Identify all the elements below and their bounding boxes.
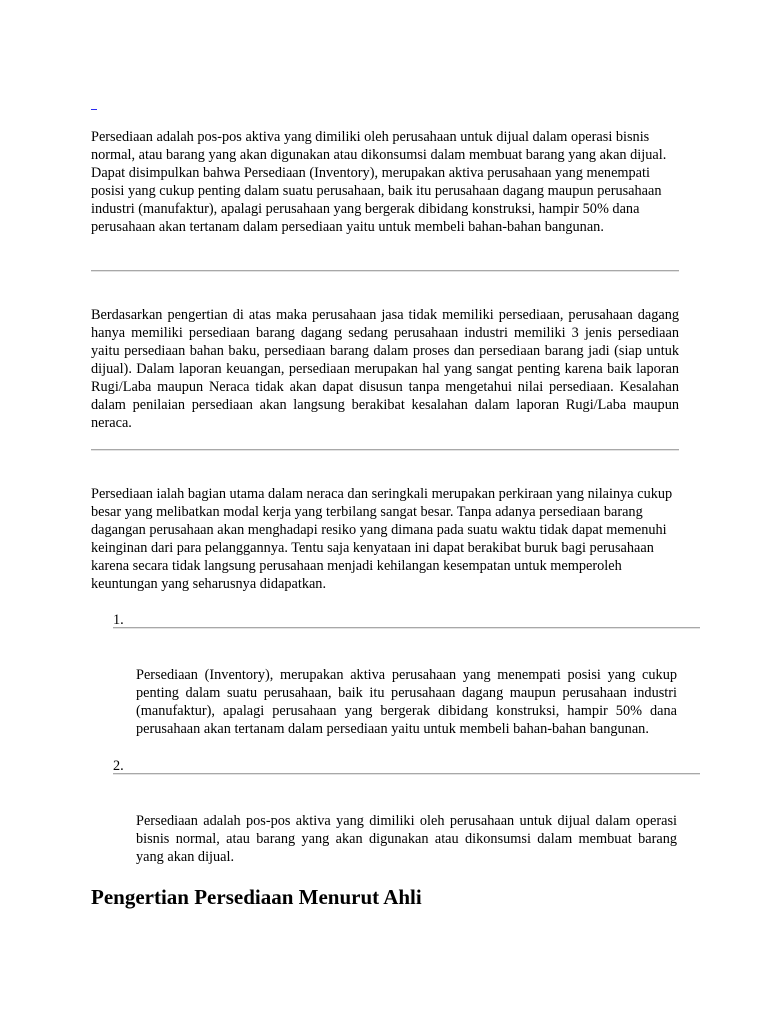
list-item-text: Persediaan (Inventory), merupakan aktiva perusahaan yang menempati posisi yang cukup penting dalam suatu perusahaan, baik itu perusahaan dagang maupun perusahaan industri (manufaktur), apalagi perusahaan yang bergerak dibidang konstruksi, hampir 50% dana perusahaan akan tertanam dalam persediaan yaitu untuk membeli bahan-bahan bangunan. xyxy=(136,667,677,737)
anchor-link[interactable] xyxy=(91,97,97,110)
list-item-rule xyxy=(113,773,700,775)
list-marker: 2. xyxy=(113,758,124,774)
horizontal-rule xyxy=(91,449,679,451)
paragraph-explanation: Berdasarkan pengertian di atas maka perusahaan jasa tidak memiliki persediaan, perusahaan dagang hanya memiliki persediaan barang dagang sedang perusahaan industri memiliki 3 jenis persediaan yaitu persediaan bahan baku, persediaan barang dalam proses dan persediaan barang jadi (siap untuk dijual). Dalam laporan keuangan, persediaan merupakan hal yang sangat penting karena baik laporan Rugi/Laba maupun Neraca tidak akan dapat disusun tanpa mengetahui nilai persediaan. Kesalahan dalam penilaian persediaan akan langsung berakibat kesalahan dalam laporan Rugi/Laba maupun neraca. xyxy=(91,307,679,431)
list-item-text: Persediaan adalah pos-pos aktiva yang dimiliki oleh perusahaan untuk dijual dalam operasi bisnis normal, atau barang yang akan digunakan atau dikonsumsi dalam membuat barang yang akan dijual. xyxy=(136,813,677,865)
horizontal-rule xyxy=(91,270,679,272)
paragraph-importance: Persediaan ialah bagian utama dalam neraca dan seringkali merupakan perkiraan yang nilainya cukup besar yang melibatkan modal kerja yang terbilang sangat besar. Tanpa adanya persediaan barang dagangan perusahaan akan menghadapi resiko yang dimana pada suatu waktu tidak dapat memenuhi keinginan dari para pelanggannya. Tentu saja kenyataan ini dapat berakibat buruk bagi perusahaan karena secara tidak langsung perusahaan menjadi kehilangan kesempatan untuk memperoleh keuntungan yang seharusnya didapatkan. xyxy=(91,486,673,592)
list-item-rule xyxy=(113,627,700,629)
section-heading: Pengertian Persediaan Menurut Ahli xyxy=(91,885,422,909)
list-marker: 1. xyxy=(113,612,124,628)
paragraph-intro: Persediaan adalah pos-pos aktiva yang dimiliki oleh perusahaan untuk dijual dalam operasi bisnis normal, atau barang yang akan digunakan atau dikonsumsi dalam membuat barang yang akan dijual. Dapat disimpulkan bahwa Persediaan (Inventory), merupakan aktiva perusahaan yang menempati posisi yang cukup penting dalam suatu perusahaan, baik itu perusahaan dagang maupun perusahaan industri (manufaktur), apalagi perusahaan yang bergerak dibidang konstruksi, hampir 50% dana perusahaan akan tertanam dalam persediaan yaitu untuk membeli bahan-bahan bangunan. xyxy=(91,129,667,235)
